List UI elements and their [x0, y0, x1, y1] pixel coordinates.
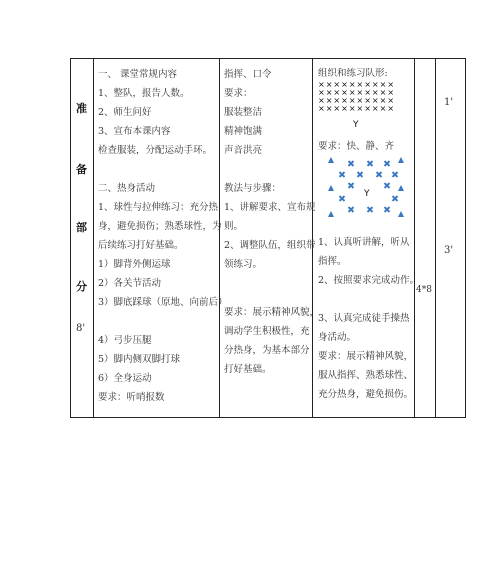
col2-line: 一、 课堂常规内容 — [98, 69, 178, 80]
col2-line: 1、整队，报告人数。 — [98, 88, 190, 99]
student-marker-icon — [375, 171, 382, 178]
col4-line: 要求：展示精神风貌， — [318, 351, 414, 362]
col2-line: 1）脚背外侧运球 — [98, 259, 171, 270]
col2-line: 3）脚底踩球（原地、向前后） — [98, 297, 228, 308]
formation-row-1: ×××××××××× — [318, 80, 396, 89]
student-marker-icon — [338, 195, 345, 202]
student-marker-icon — [391, 195, 398, 202]
student-marker-icon — [347, 160, 354, 167]
col4-line: 2、按照要求完成动作。 — [318, 275, 420, 286]
col4-line: 1、认真听讲解，听从 — [318, 237, 410, 248]
col3-line: 教法与步骤： — [224, 183, 282, 194]
col2-line: 2、师生问好 — [98, 107, 152, 118]
teacher-marker: Y — [353, 120, 359, 130]
col-border-5 — [435, 58, 436, 418]
col2-line: 5）脚内侧双脚打球 — [98, 354, 181, 365]
col2-line: 要求：听哨报数 — [98, 392, 165, 403]
student-marker-icon — [356, 171, 363, 178]
col2-line: 3、宣布本课内容 — [98, 126, 171, 137]
section-char-3: 部 — [76, 221, 87, 234]
col3-line: 2、调整队伍，组织带 — [224, 240, 316, 251]
formation-requirement: 要求：快、静、齐 — [318, 141, 395, 152]
col2-line: 4）弓步压腿 — [98, 335, 152, 346]
student-marker-icon — [391, 171, 398, 178]
cone-icon — [328, 211, 334, 217]
col4-line: 服从指挥、熟悉球性、 — [318, 370, 414, 381]
col-border-0 — [70, 58, 71, 418]
cone-icon — [328, 185, 334, 191]
table-bottom-border — [70, 417, 466, 418]
col3-line: 指挥、口令 — [224, 69, 272, 80]
lesson-plan-table — [70, 58, 466, 418]
student-marker-icon — [383, 206, 390, 213]
col4-line: 充分热身，避免损伤。 — [318, 389, 414, 400]
col3-line: 调动学生积极性，充 — [224, 326, 310, 337]
student-marker-icon — [347, 206, 354, 213]
repetition-count: 4*8 — [416, 285, 432, 295]
col-border-4 — [414, 58, 415, 418]
student-marker-icon — [366, 206, 373, 213]
col3-line: 1、讲解要求、宣布规 — [224, 202, 316, 213]
col3-line: 要求： — [224, 88, 253, 99]
cone-icon — [398, 157, 404, 163]
student-marker-icon — [366, 160, 373, 167]
table-top-border — [70, 58, 466, 59]
col3-line: 要求：展示精神风貌， — [224, 307, 320, 318]
cone-icon — [398, 211, 404, 217]
col2-line: 2）各关节活动 — [98, 278, 162, 289]
time-1: 1' — [444, 97, 454, 108]
field-teacher-marker: Y — [364, 189, 370, 199]
col3-line: 分热身，为基本部分 — [224, 345, 310, 356]
student-marker-icon — [338, 171, 345, 178]
col3-line: 服装整洁 — [224, 107, 263, 118]
formation-row-3: ×××××××××× — [318, 96, 396, 105]
section-char-4: 分 — [76, 280, 87, 293]
col4-line: 指挥。 — [318, 256, 347, 267]
student-marker-icon — [383, 182, 390, 189]
student-marker-icon — [347, 182, 354, 189]
col2-line: 二、热身活动 — [98, 183, 156, 194]
col3-line: 声音洪亮 — [224, 145, 263, 156]
col2-line: 检查服装，分配运动手环。 — [98, 145, 213, 156]
col3-line: 则。 — [224, 221, 244, 232]
col-border-2 — [219, 58, 220, 418]
formation-row-4: ×××××××××× — [318, 104, 396, 113]
formation-row-2: ×××××××××× — [318, 88, 396, 97]
formation-title: 组织和练习队形: — [318, 68, 388, 79]
time-2: 3' — [444, 245, 454, 256]
col2-line: 1、球性与拉伸练习：充分热 — [98, 202, 219, 213]
cone-icon — [398, 185, 404, 191]
col2-line: 身，避免损伤；熟悉球性，为 — [98, 221, 222, 232]
col3-line: 领练习。 — [224, 259, 263, 270]
col3-line: 精神饱满 — [224, 126, 263, 137]
col-border-6 — [465, 58, 466, 418]
col2-line: 6）全身运动 — [98, 373, 152, 384]
student-marker-icon — [383, 160, 390, 167]
section-char-1: 准 — [76, 102, 87, 115]
cone-icon — [328, 157, 334, 163]
col-border-1 — [93, 58, 94, 418]
section-char-2: 备 — [76, 163, 87, 176]
col4-line: 身活动。 — [318, 332, 357, 343]
col2-line: 后续练习打好基础。 — [98, 240, 184, 251]
section-duration: 8' — [76, 323, 86, 334]
col3-line: 打好基础。 — [224, 364, 272, 375]
col4-line: 3、认真完成徒手操热 — [318, 313, 410, 324]
